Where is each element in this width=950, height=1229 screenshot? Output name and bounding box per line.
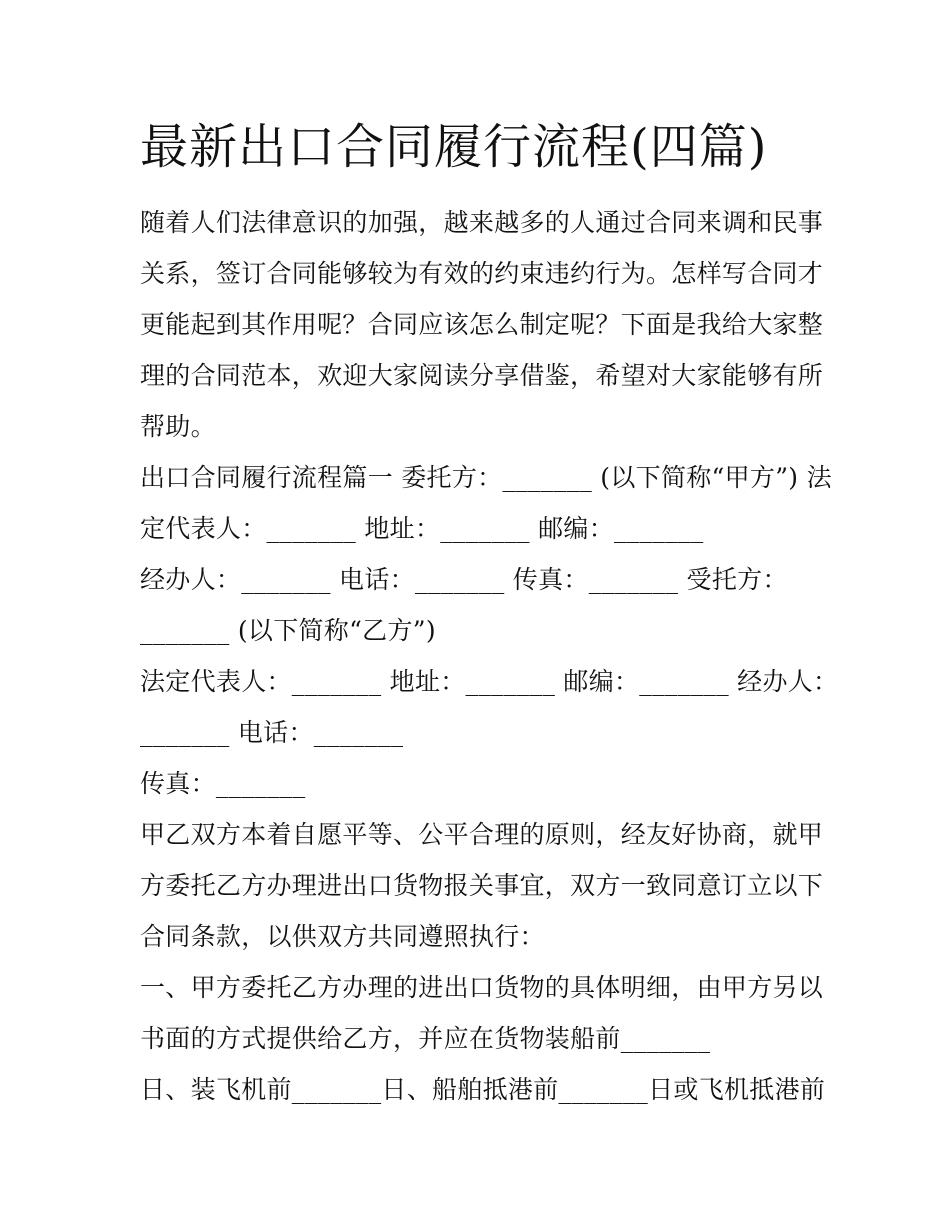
text-line: 传真：_______ [140,769,306,798]
text-line: 定代表人：_______ 地址：_______ 邮编：_______ [140,514,704,543]
text-line: 理的合同范本，欢迎大家阅读分享借鉴，希望对大家能够有所 [140,361,824,390]
text-line: _______ 电话：_______ [140,718,404,747]
text-line: 甲乙双方本着自愿平等、公平合理的原则，经友好协商，就甲 [140,820,824,849]
text-line: 日、装飞机前_______日、船舶抵港前_______日或飞机抵港前 [140,1075,826,1104]
text-line: _______ (以下简称“乙方”) [140,616,436,645]
document-title: 最新出口合同履行流程(四篇) [140,119,768,175]
text-line: 出口合同履行流程篇一 委托方：_______ (以下简称“甲方”) 法 [140,463,832,492]
text-line: 更能起到其作用呢？合同应该怎么制定呢？下面是我给大家整 [140,310,824,339]
text-line: 经办人：_______ 电话：_______ 传真：_______ 受托方： [140,565,788,594]
text-line: 方委托乙方办理进出口货物报关事宜，双方一致同意订立以下 [140,871,824,900]
text-line: 书面的方式提供给乙方，并应在货物装船前_______ [140,1024,711,1053]
document-body [140,197,839,1115]
text-line: 关系，签订合同能够较为有效的约束违约行为。怎样写合同才 [140,259,824,288]
text-line: 随着人们法律意识的加强，越来越多的人通过合同来调和民事 [140,208,824,237]
text-line: 帮助。 [140,412,216,441]
text-line: 合同条款，以供双方共同遵照执行： [140,922,545,951]
text-line: 法定代表人：_______ 地址：_______ 邮编：_______ 经办人： [140,667,839,696]
text-line: 一、甲方委托乙方办理的进出口货物的具体明细，由甲方另以 [140,973,824,1002]
